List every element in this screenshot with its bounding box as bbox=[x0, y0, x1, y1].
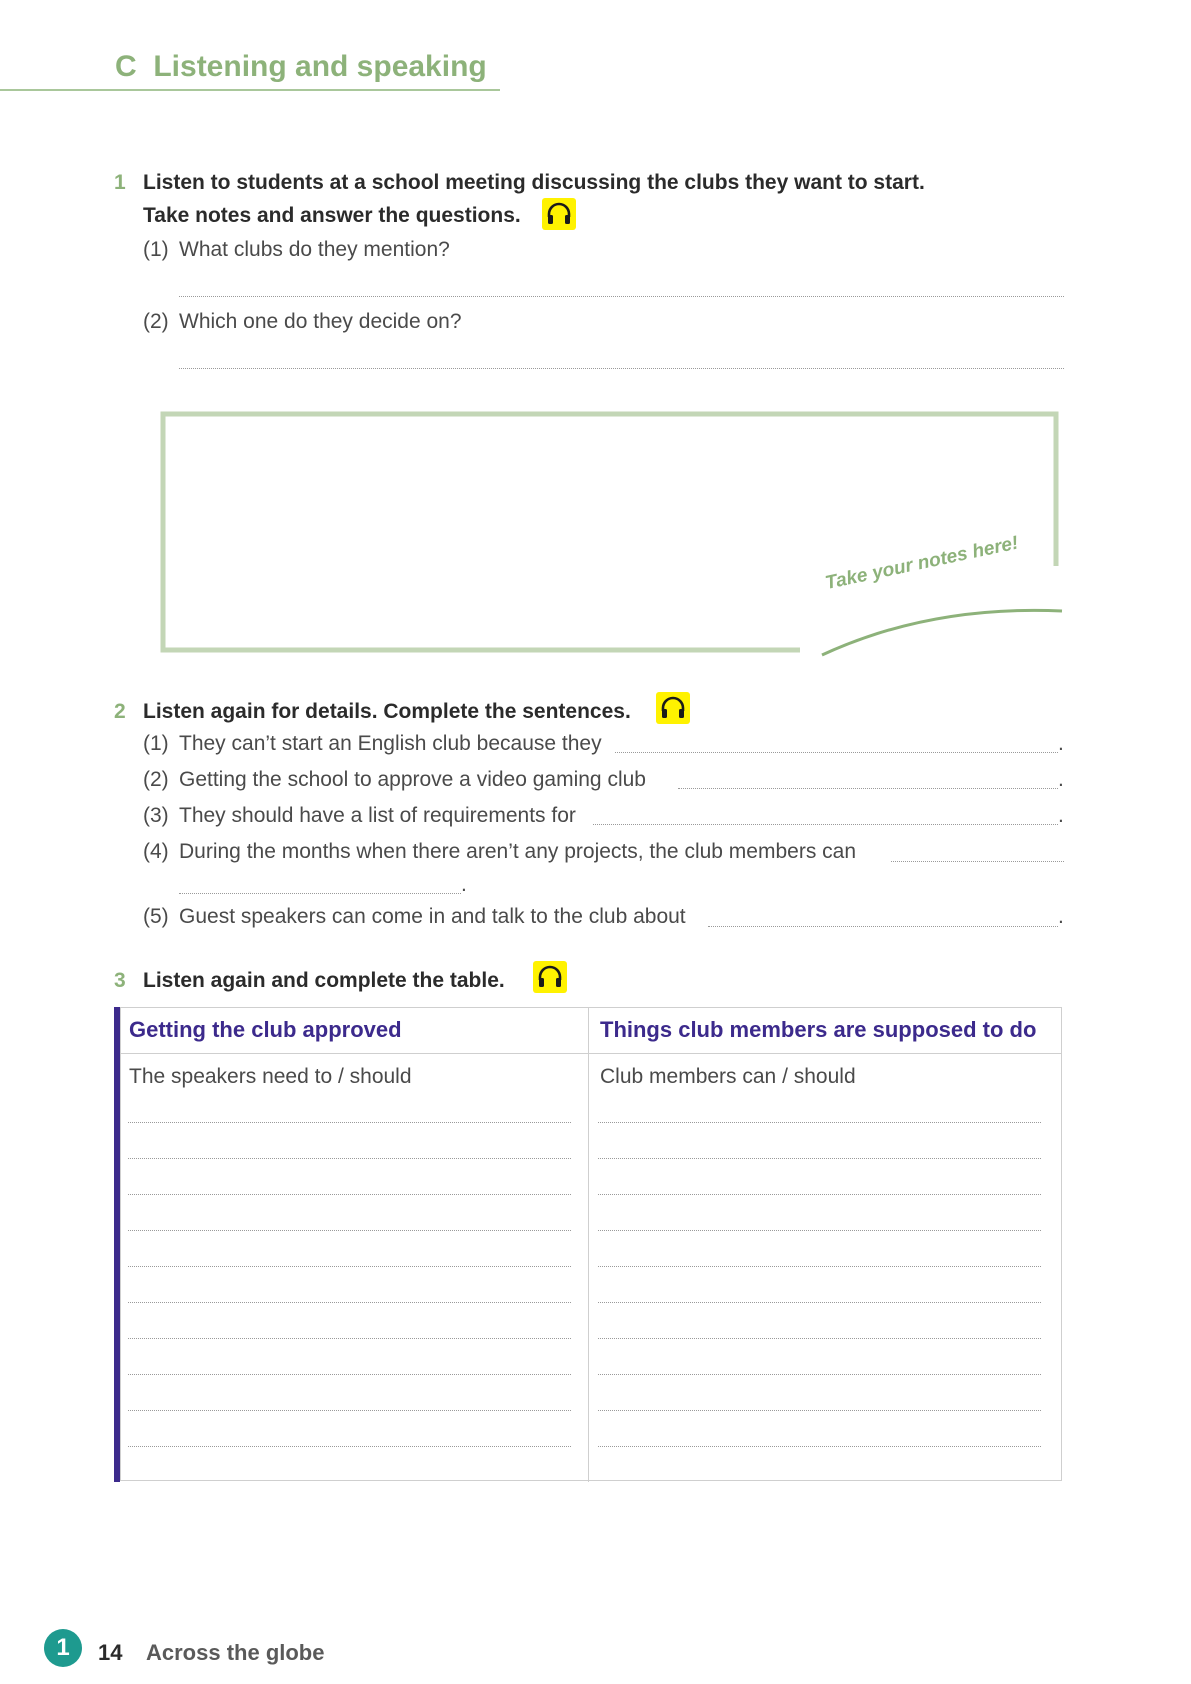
task-2-item-5-number: (5) bbox=[143, 905, 169, 928]
end-period: . bbox=[461, 873, 467, 896]
task-1-question-2-number: (2) bbox=[143, 310, 169, 333]
task-1-question-1-number: (1) bbox=[143, 238, 169, 261]
table-answer-line[interactable] bbox=[128, 1302, 571, 1303]
headphones-icon[interactable] bbox=[656, 692, 690, 724]
table-answer-line[interactable] bbox=[128, 1266, 571, 1267]
task-2-item-1-number: (1) bbox=[143, 732, 169, 755]
task-3-number: 3 bbox=[114, 969, 126, 992]
answer-line[interactable] bbox=[678, 788, 1058, 789]
table-starter-members: Club members can / should bbox=[600, 1065, 856, 1088]
table-answer-line[interactable] bbox=[128, 1446, 571, 1447]
table-answer-line[interactable] bbox=[128, 1338, 571, 1339]
table-answer-line[interactable] bbox=[128, 1410, 571, 1411]
table-answer-line[interactable] bbox=[128, 1122, 571, 1123]
headphones-icon[interactable] bbox=[533, 961, 567, 993]
table-answer-line[interactable] bbox=[598, 1302, 1041, 1303]
task-2-item-4-number: (4) bbox=[143, 840, 169, 863]
task-1-instruction-line-1: Listen to students at a school meeting discussing the clubs they want to start. bbox=[143, 171, 925, 194]
table-answer-line[interactable] bbox=[128, 1230, 571, 1231]
task-2-item-3: They should have a list of requirements for bbox=[179, 804, 576, 827]
notes-box[interactable] bbox=[0, 0, 1191, 700]
table-answer-line[interactable] bbox=[598, 1122, 1041, 1123]
table-answer-line[interactable] bbox=[598, 1446, 1041, 1447]
table-answer-line[interactable] bbox=[598, 1338, 1041, 1339]
table-header-approval: Getting the club approved bbox=[129, 1017, 402, 1042]
table-answer-line[interactable] bbox=[598, 1194, 1041, 1195]
task-3-instruction: Listen again and complete the table. bbox=[143, 969, 505, 992]
answer-line[interactable] bbox=[615, 752, 1058, 753]
task-2-item-5: Guest speakers can come in and talk to the club about bbox=[179, 905, 686, 928]
unit-badge: 1 bbox=[44, 1629, 82, 1667]
task-2-item-1: They can’t start an English club because they bbox=[179, 732, 602, 755]
task-2-item-2-number: (2) bbox=[143, 768, 169, 791]
table-answer-line[interactable] bbox=[598, 1374, 1041, 1375]
notes-box-label: Take your notes here! bbox=[823, 532, 1021, 595]
task-1-instruction-line-2: Take notes and answer the questions. bbox=[143, 204, 521, 227]
section-letter: C bbox=[115, 50, 137, 83]
end-period: . bbox=[1058, 905, 1064, 928]
task-1-question-2: Which one do they decide on? bbox=[179, 310, 462, 333]
page-number: 14 bbox=[98, 1640, 123, 1665]
table-header-divider bbox=[120, 1053, 1062, 1054]
task-2-number: 2 bbox=[114, 700, 126, 723]
task-2-item-4: During the months when there aren’t any projects, the club members can bbox=[179, 840, 857, 863]
task-2-item-2: Getting the school to approve a video gaming club bbox=[179, 768, 646, 791]
answer-line[interactable] bbox=[708, 926, 1058, 927]
table-answer-line[interactable] bbox=[598, 1158, 1041, 1159]
task-2-item-3-number: (3) bbox=[143, 804, 169, 827]
end-period: . bbox=[1058, 768, 1064, 791]
table-accent-bar bbox=[114, 1007, 120, 1482]
answer-line[interactable] bbox=[593, 824, 1058, 825]
task-2-instruction: Listen again for details. Complete the sentences. bbox=[143, 700, 631, 723]
end-period: . bbox=[1058, 804, 1064, 827]
table-answer-line[interactable] bbox=[598, 1266, 1041, 1267]
table-column-divider bbox=[588, 1007, 589, 1482]
end-period: . bbox=[1058, 732, 1064, 755]
answer-line[interactable] bbox=[179, 893, 461, 894]
task-1-number: 1 bbox=[114, 171, 126, 194]
table-answer-line[interactable] bbox=[598, 1410, 1041, 1411]
table-header-members: Things club members are supposed to do bbox=[600, 1017, 1037, 1042]
unit-title: Across the globe bbox=[146, 1640, 325, 1665]
table-answer-line[interactable] bbox=[128, 1158, 571, 1159]
table-starter-approval: The speakers need to / should bbox=[129, 1065, 412, 1088]
task-1-question-1: What clubs do they mention? bbox=[179, 238, 450, 261]
table-answer-line[interactable] bbox=[128, 1374, 571, 1375]
table-answer-line[interactable] bbox=[598, 1230, 1041, 1231]
section-heading: Listening and speaking bbox=[153, 50, 487, 83]
answer-line[interactable] bbox=[891, 861, 1064, 862]
table-answer-line[interactable] bbox=[128, 1194, 571, 1195]
